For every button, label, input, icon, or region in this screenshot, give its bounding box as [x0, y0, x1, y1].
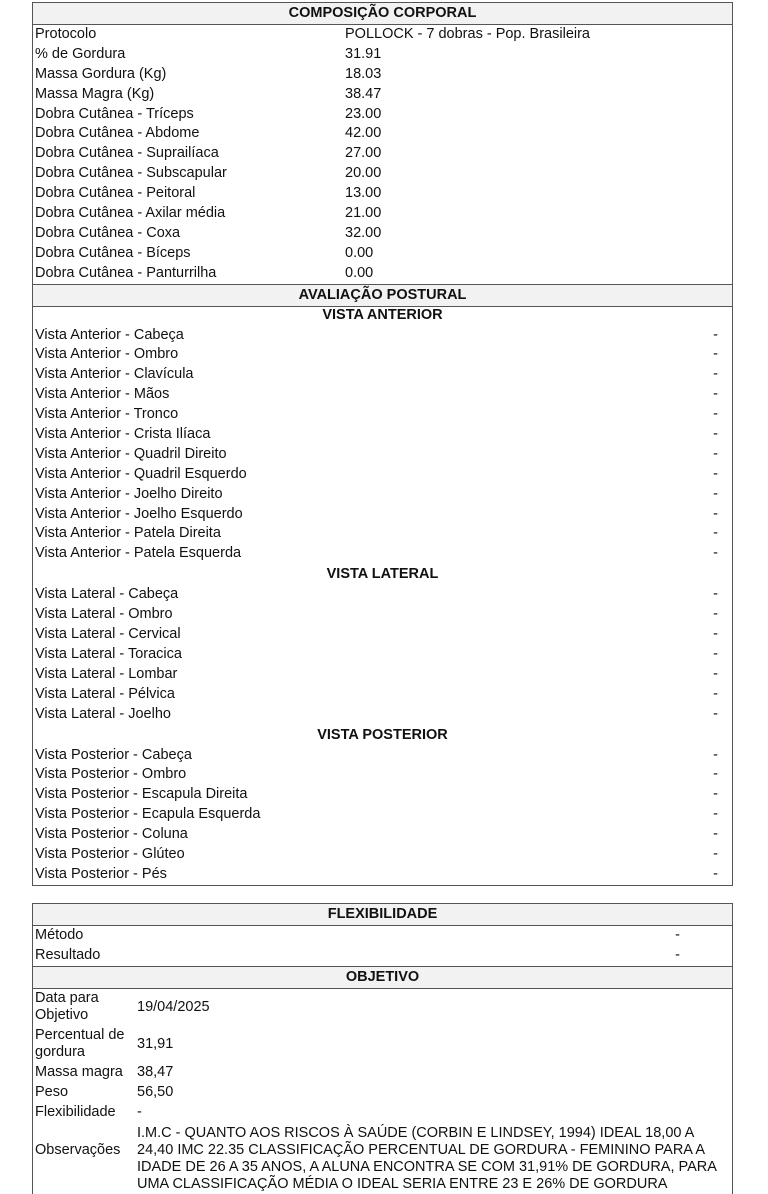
table-row: Vista Lateral - Lombar -: [35, 665, 718, 682]
table-row: Vista Anterior - Patela Esquerda -: [35, 545, 718, 562]
postural-title: AVALIAÇÃO POSTURAL: [33, 284, 732, 307]
table-row: Flexibilidade -: [35, 1104, 142, 1121]
table-row: Resultado -: [35, 946, 680, 963]
table-row: Vista Anterior - Mãos -: [35, 386, 718, 403]
table-row: Vista Posterior - Escapula Direita -: [35, 786, 718, 803]
table-row: Massa Magra (Kg) 38.47: [35, 85, 382, 102]
table-row: Vista Anterior - Crista Ilíaca -: [35, 426, 718, 443]
table-row: Data para Objetivo 19/04/2025: [35, 990, 210, 1024]
table-row: Dobra Cutânea - Suprailíaca 27.00: [35, 145, 382, 162]
table-row: Vista Posterior - Glúteo -: [35, 845, 718, 862]
table-row: Vista Lateral - Cabeça -: [35, 586, 718, 603]
table-row: Percentual de gordura 31,91: [35, 1027, 174, 1061]
table-row: Vista Posterior - Ecapula Esquerda -: [35, 806, 718, 823]
table-row: Vista Lateral - Pélvica -: [35, 685, 718, 702]
vista-lateral-rows: [33, 585, 732, 724]
table-row: Vista Anterior - Clavícula -: [35, 366, 718, 383]
table-row: Dobra Cutânea - Axilar média 21.00: [35, 205, 382, 222]
flexibilidade-title: FLEXIBILIDADE: [33, 904, 732, 926]
vista-posterior-rows: [33, 746, 732, 885]
table-row: Vista Anterior - Patela Direita -: [35, 525, 718, 542]
table-row: Vista Lateral - Toracica -: [35, 645, 718, 662]
table-row: Dobra Cutânea - Subscapular 20.00: [35, 165, 382, 182]
vista-lateral-title: VISTA LATERAL: [326, 566, 439, 583]
table-row: Dobra Cutânea - Peitoral 13.00: [35, 185, 382, 202]
table-row: Observações I.M.C - QUANTO AOS RISCOS À SAÚDE (CORBIN E LINDSEY, 1994) IDEAL 18,00 A 24,40 IMC 22.35 CLASSIFICAÇÃO PERCENTUAL DE GORDURA - FEMININO PARA A IDADE DE 26 A 35 ANOS, A ALUNA ENCONTRA SE COM 31,91% DE GORDURA, PARA UMA CLASSIFICAÇÃO MÉDIA O IDEAL SERIA ENTRE 23 E 26% DE GORDURA: [35, 1124, 717, 1192]
table-row: Vista Lateral - Ombro -: [35, 606, 718, 623]
vista-anterior-rows: [33, 326, 732, 565]
vista-anterior-title: VISTA ANTERIOR: [322, 306, 443, 323]
table-row: Vista Lateral - Joelho -: [35, 705, 718, 722]
table-row: Vista Anterior - Tronco -: [35, 406, 718, 423]
objetivo-title: OBJETIVO: [33, 966, 732, 989]
table-row: Vista Lateral - Cervical -: [35, 626, 718, 643]
table-row: Dobra Cutânea - Abdome 42.00: [35, 125, 382, 142]
flexibility-objective-table: [32, 903, 733, 1194]
table-row: Vista Posterior - Ombro -: [35, 766, 718, 783]
table-row: Vista Posterior - Pés -: [35, 865, 718, 882]
table-row: Dobra Cutânea - Bíceps 0.00: [35, 244, 374, 261]
table-row: Vista Posterior - Cabeça -: [35, 746, 718, 763]
table-row: Método -: [35, 927, 680, 943]
table-row: Vista Anterior - Joelho Direito -: [35, 485, 718, 502]
table-row: Vista Anterior - Ombro -: [35, 346, 718, 363]
table-row: Vista Anterior - Joelho Esquerdo -: [35, 505, 718, 522]
body-assessment-table: [32, 2, 733, 886]
table-row: Dobra Cutânea - Coxa 32.00: [35, 224, 382, 241]
table-row: Vista Posterior - Coluna -: [35, 826, 718, 843]
table-row: Vista Anterior - Quadril Esquerdo -: [35, 465, 718, 482]
table-row: Protocolo POLLOCK - 7 dobras - Pop. Brasileira: [35, 26, 590, 42]
table-row: % de Gordura 31.91: [35, 45, 382, 62]
composicao-rows: [33, 25, 732, 284]
table-row: Massa magra 38,47: [35, 1064, 174, 1081]
table-row: Dobra Cutânea - Panturrilha 0.00: [35, 264, 374, 281]
table-row: Massa Gordura (Kg) 18.03: [35, 65, 382, 82]
table-row: Peso 56,50: [35, 1084, 174, 1101]
table-row: Vista Anterior - Quadril Direito -: [35, 445, 718, 462]
table-row: Vista Anterior - Cabeça -: [35, 326, 718, 343]
vista-posterior-title: VISTA POSTERIOR: [317, 726, 448, 743]
table-row: Dobra Cutânea - Tríceps 23.00: [35, 105, 382, 122]
composicao-title: COMPOSIÇÃO CORPORAL: [33, 3, 732, 25]
